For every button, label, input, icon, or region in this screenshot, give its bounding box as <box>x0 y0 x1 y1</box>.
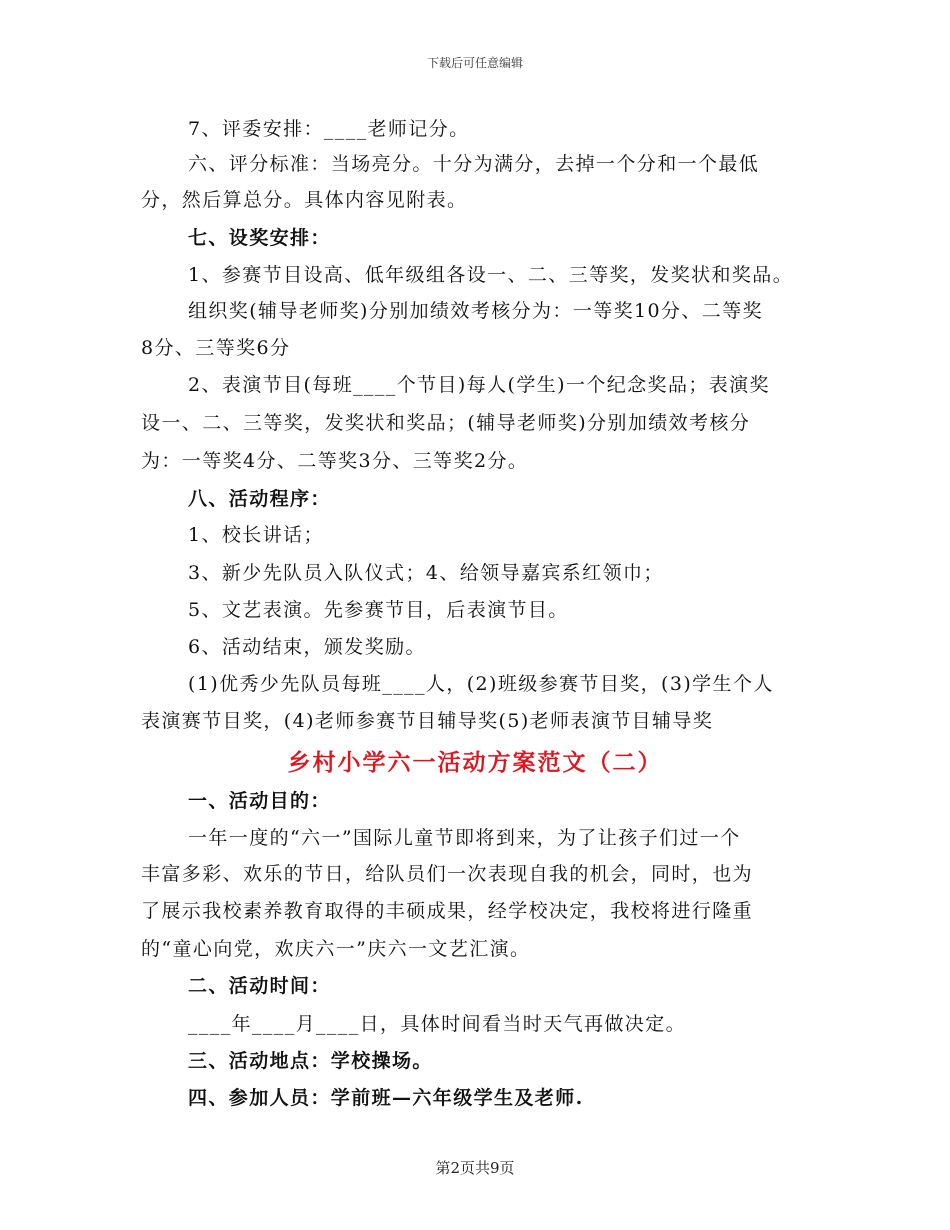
page-header: 下载后可任意编辑 <box>426 56 523 70</box>
procedure-item1: 1、校长讲话； <box>188 524 324 546</box>
procedure-item3: 3、新少先队员入队仪式；4、给领导嘉宾系红领巾； <box>188 562 664 584</box>
awards-organize-line1: 组织奖(辅导老师奖)分别加绩效考核分为：一等奖10分、二等奖 <box>188 300 764 322</box>
purpose-line1: 一年一度的“六一”国际儿童节即将到来，为了让孩子们过一个 <box>188 827 741 849</box>
participants-line: 四、参加人员：学前班—六年级学生及老师. <box>188 1087 584 1109</box>
page-footer: 第2页共9页 <box>435 1159 515 1177</box>
purpose-line3: 了展示我校素养教育取得的丰硕成果，经学校决定，我校将进行隆重 <box>141 900 754 922</box>
time-heading: 二、活动时间： <box>188 975 331 997</box>
awards-heading: 七、设奖安排： <box>188 227 331 249</box>
section-title: 乡村小学六一活动方案范文（二） <box>287 749 663 776</box>
awards-item2-line2: 设一、二、三等奖，发奖状和奖品；(辅导老师奖)分别加绩效考核分 <box>141 412 751 434</box>
purpose-line2: 丰富多彩、欢乐的节日，给队员们一次表现自我的机会，同时，也为 <box>141 863 754 885</box>
rewards-line2: 表演赛节目奖，(4)老师参赛节目辅导奖(5)老师表演节目辅导奖 <box>141 710 714 732</box>
rewards-line1: (1)优秀少先队员每班____人，(2)班级参赛节目奖，(3)学生个人 <box>188 673 774 695</box>
location-line: 三、活动地点：学校操场。 <box>188 1050 433 1072</box>
awards-organize-line2: 8分、三等奖6分 <box>141 337 291 359</box>
purpose-line4: 的“童心向党，欢庆六一”庆六一文艺汇演。 <box>141 938 531 960</box>
time-detail: ____年____月____日，具体时间看当时天气再做决定。 <box>188 1013 687 1035</box>
awards-item1: 1、参赛节目设高、低年级组各设一、二、三等奖，发奖状和奖品。 <box>188 264 794 286</box>
scoring-standard-line2: 分，然后算总分。具体内容见附表。 <box>141 189 468 211</box>
procedure-item5: 5、文艺表演。先参赛节目，后表演节目。 <box>188 599 569 621</box>
awards-item2-line1: 2、表演节目(每班____个节目)每人(学生)一个纪念奖品；表演奖 <box>188 374 770 396</box>
procedure-heading: 八、活动程序： <box>188 488 331 510</box>
procedure-item6: 6、活动结束，颁发奖励。 <box>188 636 426 658</box>
awards-item2-line3: 为：一等奖4分、二等奖3分、三等奖2分。 <box>141 450 529 472</box>
purpose-heading: 一、活动目的： <box>188 790 331 812</box>
scoring-standard-line1: 六、评分标准：当场亮分。十分为满分，去掉一个分和一个最低 <box>188 153 760 175</box>
judges-arrangement: 7、评委安排：____老师记分。 <box>188 118 470 140</box>
